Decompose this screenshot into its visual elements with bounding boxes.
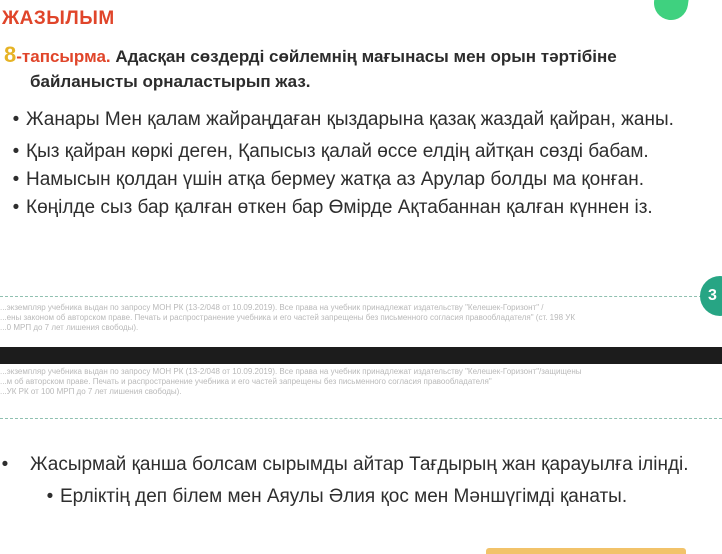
page-divider-top	[0, 296, 722, 297]
bullet-icon: •	[46, 486, 54, 507]
sentence-list-top	[6, 107, 712, 221]
task-text-line1: Адасқан сөздерді сөйлемнің мағынасы мен орын тәртібіне	[110, 47, 617, 66]
list-item: • Қыз қайран көркі деген, Қапысыз қалай өссе елдің айтқан сөзді бабам.	[6, 139, 712, 165]
list-item: • Жанары Мен қалам жайраңдаған қыздарына қазақ жаздай қайран, жаны.	[6, 107, 712, 133]
bullet-icon: •	[12, 169, 20, 190]
task-text-line2: байланысты орналастырып жаз.	[30, 72, 311, 91]
list-item: • Жасырмай қанша болсам сырымды айтар Тағдырың жан қарауылға ілінді.	[10, 452, 712, 478]
bullet-icon: •	[12, 141, 20, 162]
copyright-notice-bottom: ...экземпляр учебника выдан по запросу МОН РК (13-2/048 от 10.09.2019). Все права на учебник принадлежат издательству "Келешек-Горизонт"/защищены ...м об авторском праве. Печать и распространение учебника и его частей запрещены без письменного согласия правообладателя" ...УК РК от 100 МРП до 7 лет лишения свободы).	[0, 367, 582, 396]
page-number-badge: 3	[700, 276, 722, 316]
list-item: • Намысын қолдан үшін атқа бермеу жатқа аз Арулар болды ма қонған.	[6, 167, 712, 193]
section-title: ЖАЗЫЛЫМ	[2, 8, 115, 29]
page-divider-bottom	[0, 418, 722, 419]
list-item: • Ерліктің деп білем мен Аяулы Әлия қос мен Мәншүгімді қанаты.	[40, 484, 712, 510]
bullet-icon: •	[12, 109, 20, 130]
bullet-icon: •	[12, 197, 20, 218]
page-gap-bar	[0, 347, 722, 364]
copyright-notice-top: ...экземпляр учебника выдан по запросу МОН РК (13-2/048 от 10.09.2019). Все права на учебник принадлежат издательству "Келешек-Горизонт" / ...ены законом об авторском праве. Печать и распространение учебника и его частей запрещены без письменного согласия правообладателя" (ст. 198 УК ...0 МРП до 7 лет лишения свободы).	[0, 303, 575, 332]
decorative-orange-strip	[486, 548, 686, 554]
list-item: • Көңілде сыз бар қалған өткен бар Өмірде Ақтабаннан қалған күннен із.	[6, 195, 712, 221]
task-instruction	[4, 42, 704, 94]
task-number: 8	[4, 42, 17, 67]
bullet-icon: •	[1, 454, 9, 475]
decorative-green-shape	[652, 0, 690, 22]
sentence-list-bottom	[1, 452, 712, 510]
task-label: -тапсырма.	[16, 47, 111, 66]
